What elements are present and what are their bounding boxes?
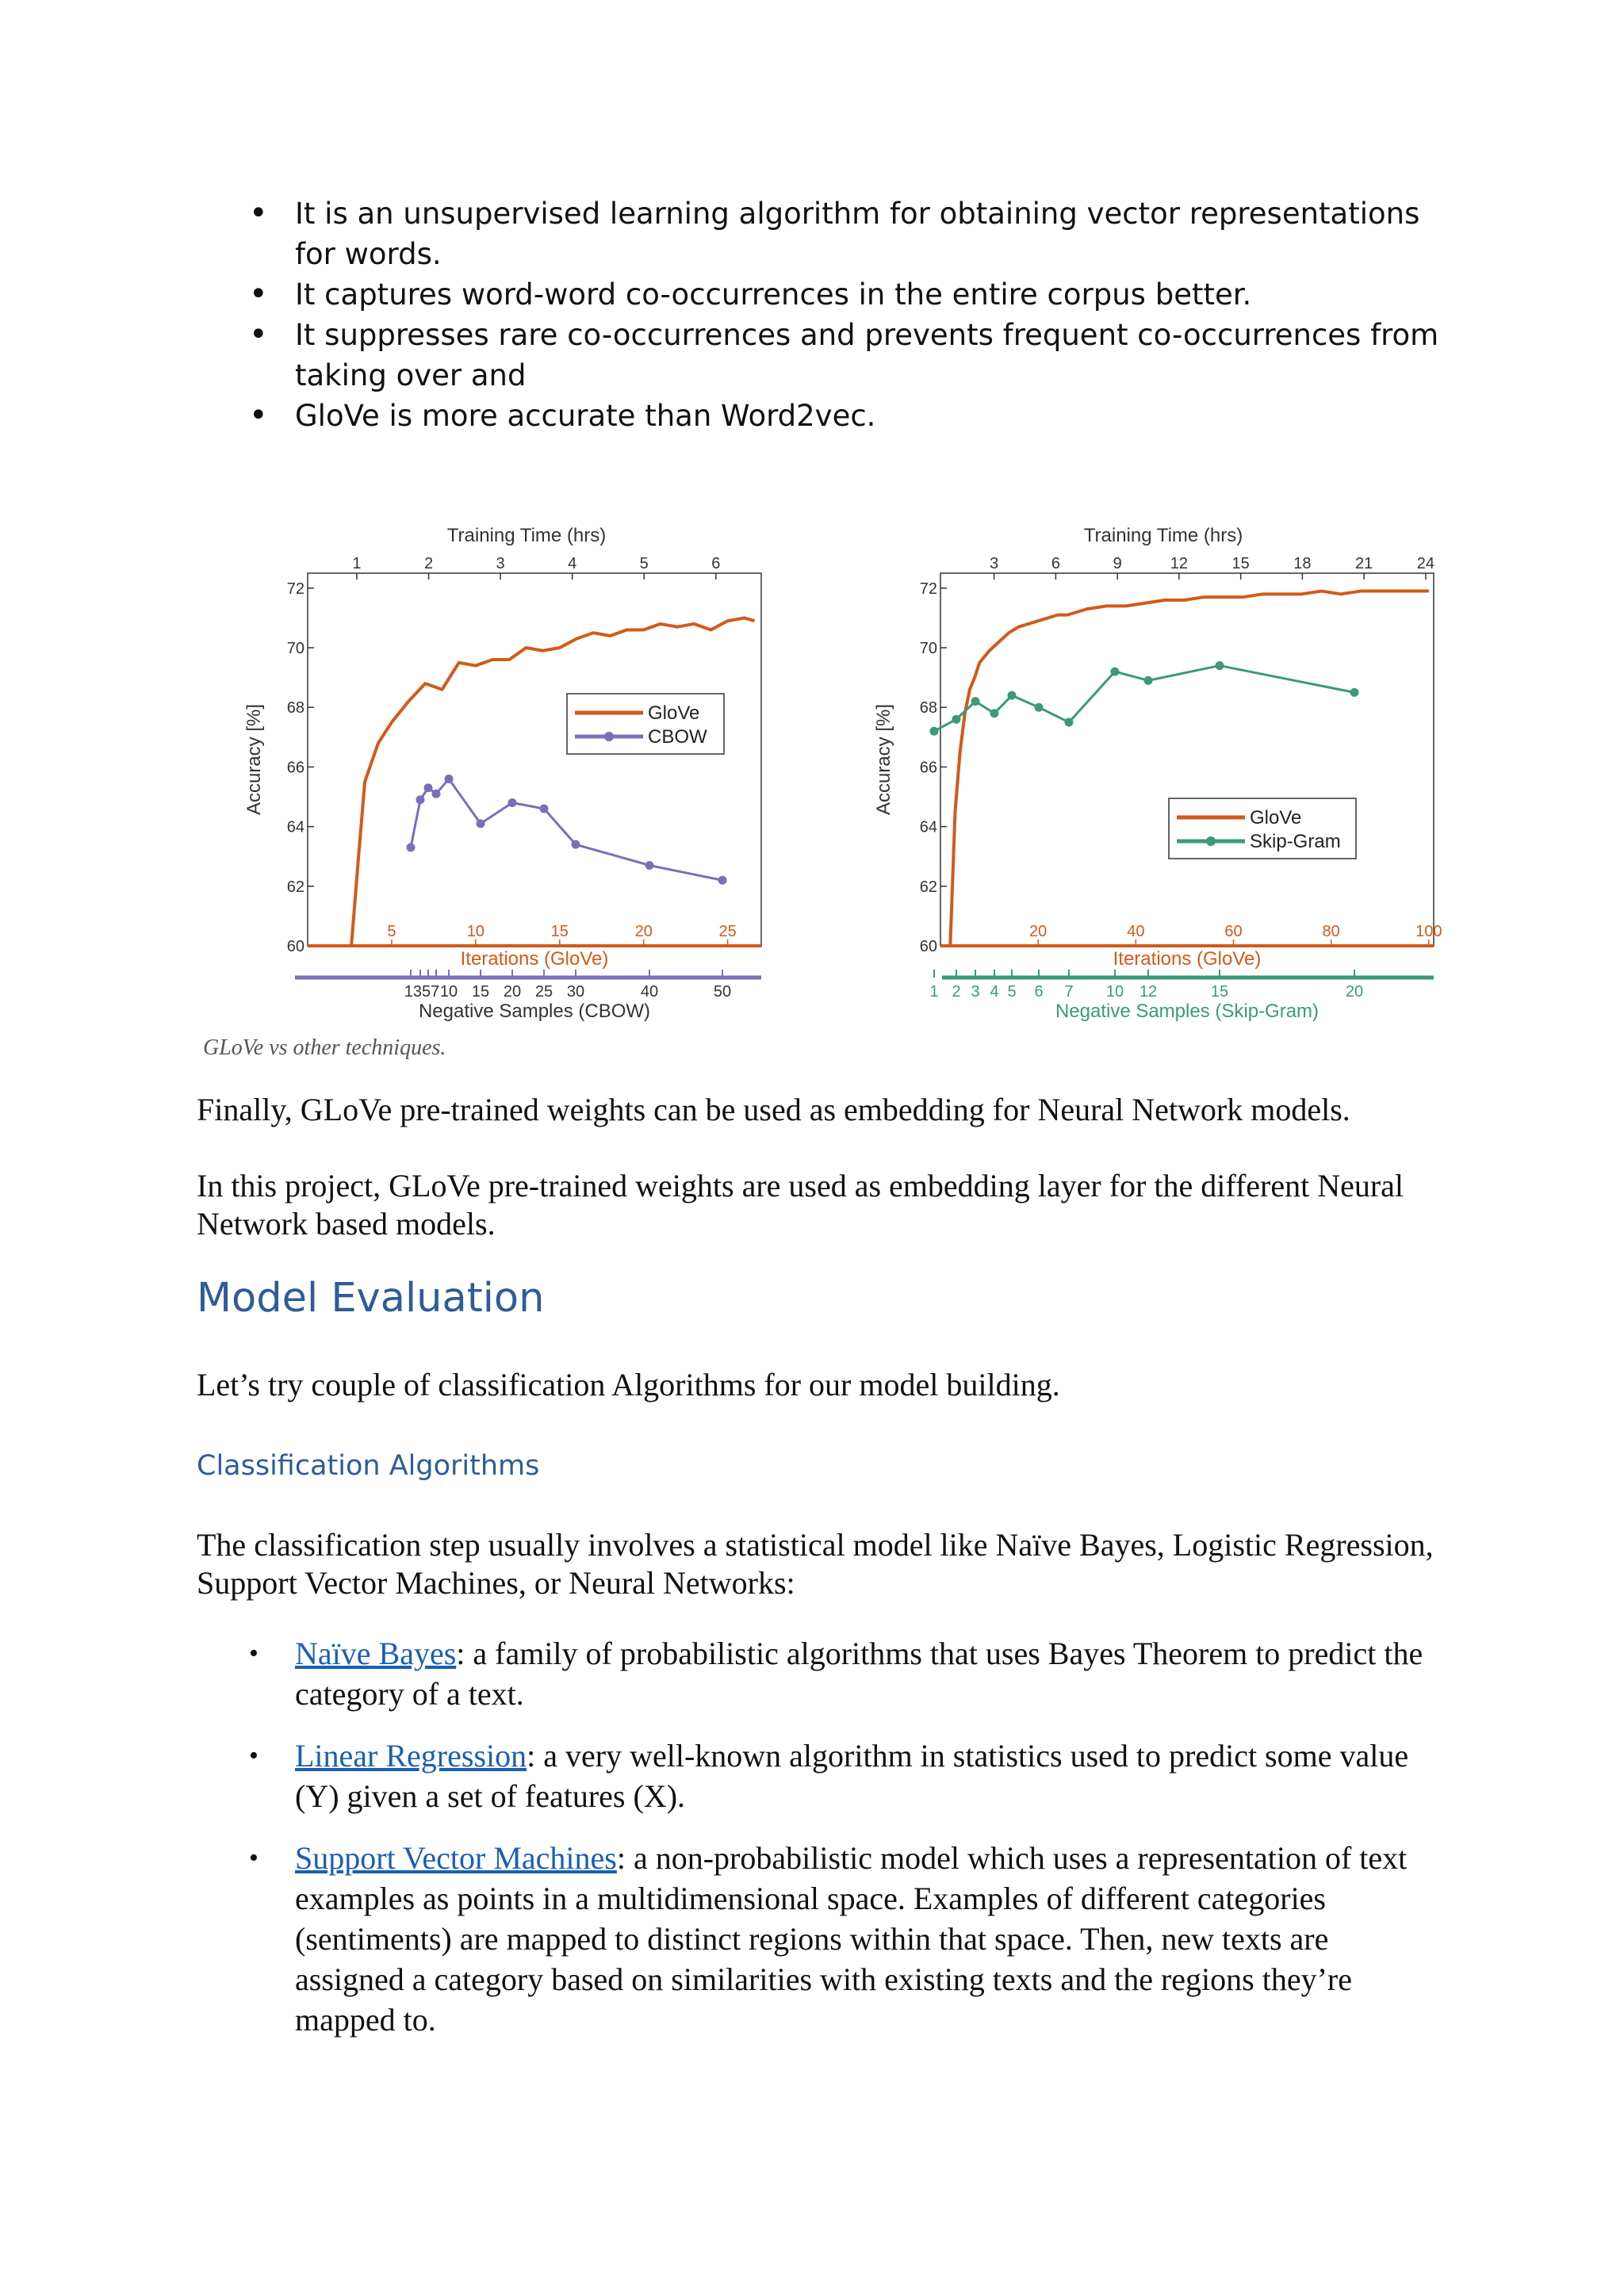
y-axis-tick-label: 62 xyxy=(286,878,304,896)
glove-vs-cbow-chart xyxy=(238,519,777,1035)
y-axis-tick-label: 64 xyxy=(919,818,937,836)
y-axis-tick-label: 66 xyxy=(286,759,304,777)
negative-samples-tick-label: 20 xyxy=(503,983,522,1001)
intro-bullet-list xyxy=(238,193,1443,436)
iterations-axis-tick-label: 60 xyxy=(1224,923,1243,940)
negative-samples-tick-label: 1 xyxy=(929,983,939,1001)
naive-bayes-link[interactable]: Naïve Bayes xyxy=(295,1636,457,1671)
negative-samples-tick-label: 2 xyxy=(952,983,961,1001)
y-axis-tick-label: 70 xyxy=(919,640,937,657)
y-axis-tick-label: 70 xyxy=(286,640,304,657)
legend-label: Skip-Gram xyxy=(1250,831,1341,852)
top-axis-label: Training Time (hrs) xyxy=(1083,525,1243,546)
glove-vs-skipgram-chart xyxy=(872,519,1443,1035)
top-axis-tick-label: 18 xyxy=(1293,555,1312,572)
algorithm-bullet-svm xyxy=(238,1838,1443,2040)
iterations-axis-tick-label: 80 xyxy=(1322,923,1340,940)
intro-bullet: • It suppresses rare co-occurrences and prevents frequent co-occurrences from taking over and xyxy=(238,315,1443,396)
data-point-skip-gram xyxy=(1008,691,1017,700)
top-axis-tick-label: 6 xyxy=(711,555,721,572)
data-point-skip-gram xyxy=(1216,661,1224,670)
comparison-figure xyxy=(238,519,1443,1035)
negative-samples-tick-label: 1357 xyxy=(404,983,440,1001)
iterations-axis-tick-label: 20 xyxy=(634,923,653,940)
data-point-cbow xyxy=(508,798,517,807)
negative-samples-tick-label: 15 xyxy=(1210,983,1229,1001)
negative-samples-tick-label: 10 xyxy=(1105,983,1124,1001)
top-axis-tick-label: 9 xyxy=(1113,555,1122,572)
top-axis-tick-label: 24 xyxy=(1416,555,1435,572)
data-point-skip-gram xyxy=(930,727,939,736)
data-point-skip-gram xyxy=(1144,676,1153,685)
paragraph-classification-intro: Let’s try couple of classification Algorithms for our model building. xyxy=(197,1367,1060,1402)
negative-samples-tick-label: 40 xyxy=(640,983,659,1001)
negative-samples-tick-label: 15 xyxy=(471,983,490,1001)
negative-samples-tick-label: 30 xyxy=(566,983,585,1001)
iterations-axis-tick-label: 15 xyxy=(550,923,569,940)
series-line-glove xyxy=(308,618,755,946)
paragraph-classification-step: The classification step usually involves a statistical model like Naïve Bayes, Logistic Regression, Support Vector Machines, or Neural Networks: xyxy=(197,1527,1434,1601)
top-axis-tick-label: 4 xyxy=(568,555,577,572)
iterations-axis-tick-label: 100 xyxy=(1415,923,1442,940)
intro-bullet: • It is an unsupervised learning algorithm for obtaining vector representations for words. xyxy=(238,193,1443,274)
data-point-skip-gram xyxy=(990,709,999,718)
top-axis-tick-label: 12 xyxy=(1170,555,1189,572)
data-point-cbow xyxy=(432,790,441,798)
data-point-skip-gram xyxy=(1111,668,1120,676)
iterations-axis-label: Iterations (GloVe) xyxy=(460,948,609,970)
figure-caption: GLoVe vs other techniques. xyxy=(203,1035,446,1060)
data-point-skip-gram xyxy=(952,715,961,724)
data-point-cbow xyxy=(445,775,454,783)
heading-model-evaluation: Model Evaluation xyxy=(197,1275,545,1322)
negative-samples-tick-label: 20 xyxy=(1345,983,1364,1001)
data-point-cbow xyxy=(477,819,485,828)
top-axis-tick-label: 6 xyxy=(1051,555,1060,572)
data-point-skip-gram xyxy=(1065,718,1074,727)
data-point-skip-gram xyxy=(971,697,980,706)
data-point-cbow xyxy=(645,861,654,870)
series-line-cbow xyxy=(411,779,722,880)
legend-label: GloVe xyxy=(1250,807,1302,828)
negative-samples-tick-label: 3 xyxy=(971,983,980,1001)
negative-samples-tick-label: 7 xyxy=(1064,983,1074,1001)
top-axis-tick-label: 3 xyxy=(990,555,999,572)
negative-samples-tick-label: 6 xyxy=(1034,983,1044,1001)
negative-samples-axis-label: Negative Samples (Skip-Gram) xyxy=(1055,1001,1320,1022)
iterations-axis-tick-label: 25 xyxy=(718,923,737,940)
iterations-axis-tick-label: 10 xyxy=(466,923,485,940)
y-axis-label: Accuracy [%] xyxy=(243,703,265,816)
negative-samples-tick-label: 12 xyxy=(1139,983,1158,1001)
paragraph-glove-embedding: Finally, GLoVe pre-trained weights can be used as embedding for Neural Network models. xyxy=(197,1092,1350,1127)
iterations-axis-tick-label: 5 xyxy=(387,923,396,940)
top-axis-tick-label: 2 xyxy=(423,555,434,572)
plot-frame xyxy=(308,573,761,946)
y-axis-tick-label: 62 xyxy=(919,878,937,896)
y-axis-tick-label: 68 xyxy=(286,699,304,718)
y-axis-tick-label: 60 xyxy=(286,938,304,955)
data-point-cbow xyxy=(540,805,549,813)
legend-marker xyxy=(1206,836,1216,846)
top-axis-tick-label: 21 xyxy=(1355,555,1373,572)
top-axis-label: Training Time (hrs) xyxy=(446,525,607,546)
negative-samples-tick-label: 5 xyxy=(1007,983,1017,1001)
algorithm-bullet-linear-regression xyxy=(238,1735,1443,1816)
negative-samples-axis-label: Negative Samples (CBOW) xyxy=(418,1001,651,1022)
svm-link[interactable]: Support Vector Machines xyxy=(295,1840,617,1876)
algorithm-bullet-list xyxy=(238,1633,1443,2061)
linear-regression-description: : a very well-known algorithm in statistics used to predict some value (Y) given a set of features (X). xyxy=(295,1738,1409,1814)
iterations-axis-tick-label: 40 xyxy=(1127,923,1145,940)
algorithm-bullet-naive-bayes xyxy=(238,1633,1443,1714)
y-axis-tick-label: 68 xyxy=(919,699,937,718)
svm-description: : a non-probabilistic model which uses a representation of text examples as points in a multidimensional space. Examples of different categories (sentiments) are mapped to distinct regions within that space. Then, new texts are assigned a category based on similarities with existing texts and the regions they’re mapped to. xyxy=(295,1840,1408,2038)
legend-label: CBOW xyxy=(648,726,707,748)
y-axis-tick-label: 72 xyxy=(286,580,304,598)
negative-samples-tick-label: 50 xyxy=(713,983,732,1001)
top-axis-tick-label: 1 xyxy=(352,555,362,572)
negative-samples-tick-label: 4 xyxy=(990,983,999,1001)
intro-bullet: • It captures word-word co-occurrences in the entire corpus better. xyxy=(238,274,1443,315)
naive-bayes-description: : a family of probabilistic algorithms that uses Bayes Theorem to predict the category of a text. xyxy=(295,1636,1423,1712)
data-point-cbow xyxy=(424,783,433,792)
top-axis-tick-label: 3 xyxy=(496,555,505,572)
data-point-cbow xyxy=(416,795,425,804)
y-axis-tick-label: 60 xyxy=(919,938,937,955)
y-axis-tick-label: 66 xyxy=(919,759,937,777)
intro-bullet: • GloVe is more accurate than Word2vec. xyxy=(238,396,1443,436)
iterations-axis-label: Iterations (GloVe) xyxy=(1113,948,1262,970)
y-axis-tick-label: 72 xyxy=(919,580,937,598)
negative-samples-tick-label: 25 xyxy=(534,983,553,1001)
data-point-cbow xyxy=(718,876,727,885)
series-line-glove xyxy=(940,591,1429,946)
data-point-skip-gram xyxy=(1350,688,1359,697)
top-axis-tick-label: 5 xyxy=(639,555,649,572)
iterations-axis-tick-label: 20 xyxy=(1029,923,1048,940)
data-point-cbow xyxy=(572,840,580,849)
legend-marker xyxy=(604,732,614,741)
legend-label: GloVe xyxy=(648,702,700,724)
data-point-skip-gram xyxy=(1035,703,1044,712)
y-axis-label: Accuracy [%] xyxy=(873,703,894,816)
y-axis-tick-label: 64 xyxy=(286,818,304,836)
top-axis-tick-label: 15 xyxy=(1231,555,1250,572)
paragraph-project-embedding: In this project, GLoVe pre-trained weights are used as embedding layer for the different Neural Network based models. xyxy=(197,1168,1404,1242)
linear-regression-link[interactable]: Linear Regression xyxy=(295,1738,527,1774)
heading-classification-algorithms: Classification Algorithms xyxy=(197,1450,540,1482)
negative-samples-tick-label: 10 xyxy=(439,983,458,1001)
data-point-cbow xyxy=(407,843,416,851)
series-line-skip-gram xyxy=(934,666,1354,732)
